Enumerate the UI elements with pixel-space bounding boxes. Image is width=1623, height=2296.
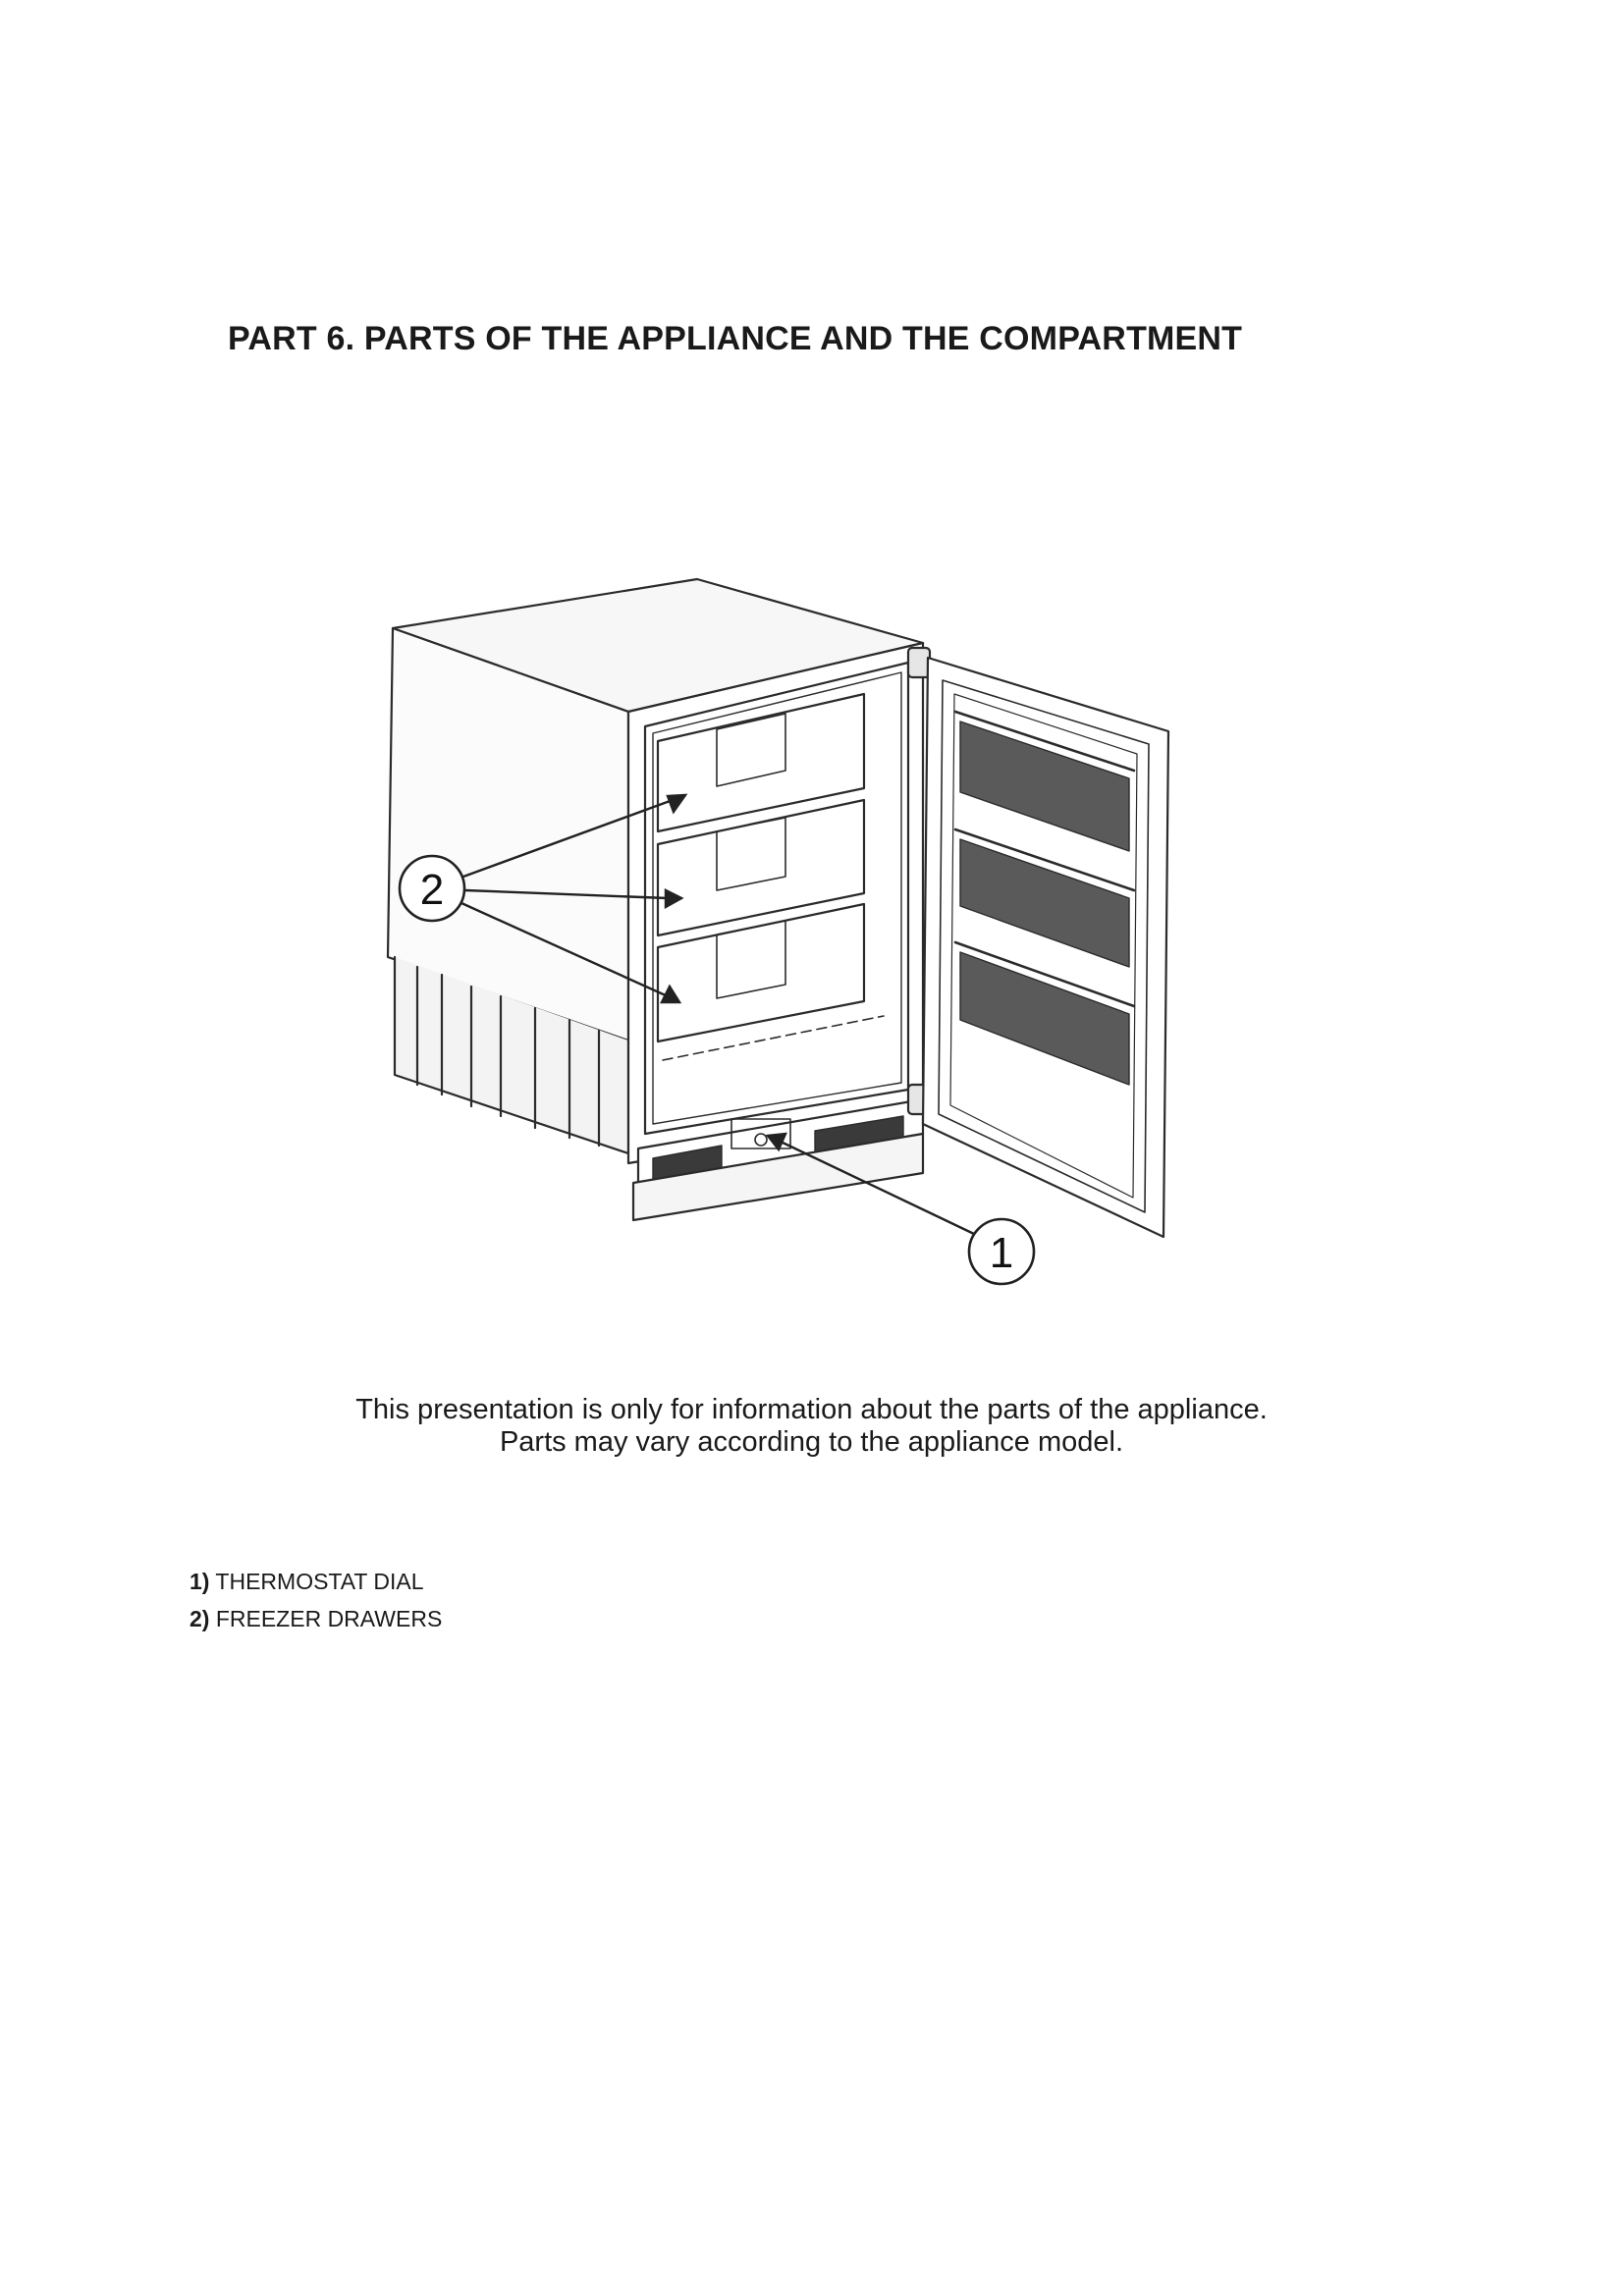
parts-legend <box>189 1563 442 1637</box>
appliance-diagram <box>373 564 1306 1310</box>
callout-1-label: 1 <box>989 1229 1014 1277</box>
legend-number: 2) <box>189 1606 210 1631</box>
caption-line-1: This presentation is only for information about the parts of the appliance. <box>355 1394 1268 1425</box>
freezer-illustration <box>373 564 1306 1310</box>
legend-label: THERMOSTAT DIAL <box>209 1569 424 1594</box>
legend-label: FREEZER DRAWERS <box>209 1606 443 1631</box>
legend-item-thermostat-dial <box>189 1563 442 1600</box>
callout-2-label: 2 <box>419 866 445 914</box>
legend-item-freezer-drawers <box>189 1600 442 1637</box>
page-title: PART 6. PARTS OF THE APPLIANCE AND THE COMPARTMENT <box>228 320 1243 357</box>
caption-line-2: Parts may vary according to the appliance model. <box>499 1426 1124 1458</box>
legend-number: 1) <box>189 1569 210 1594</box>
